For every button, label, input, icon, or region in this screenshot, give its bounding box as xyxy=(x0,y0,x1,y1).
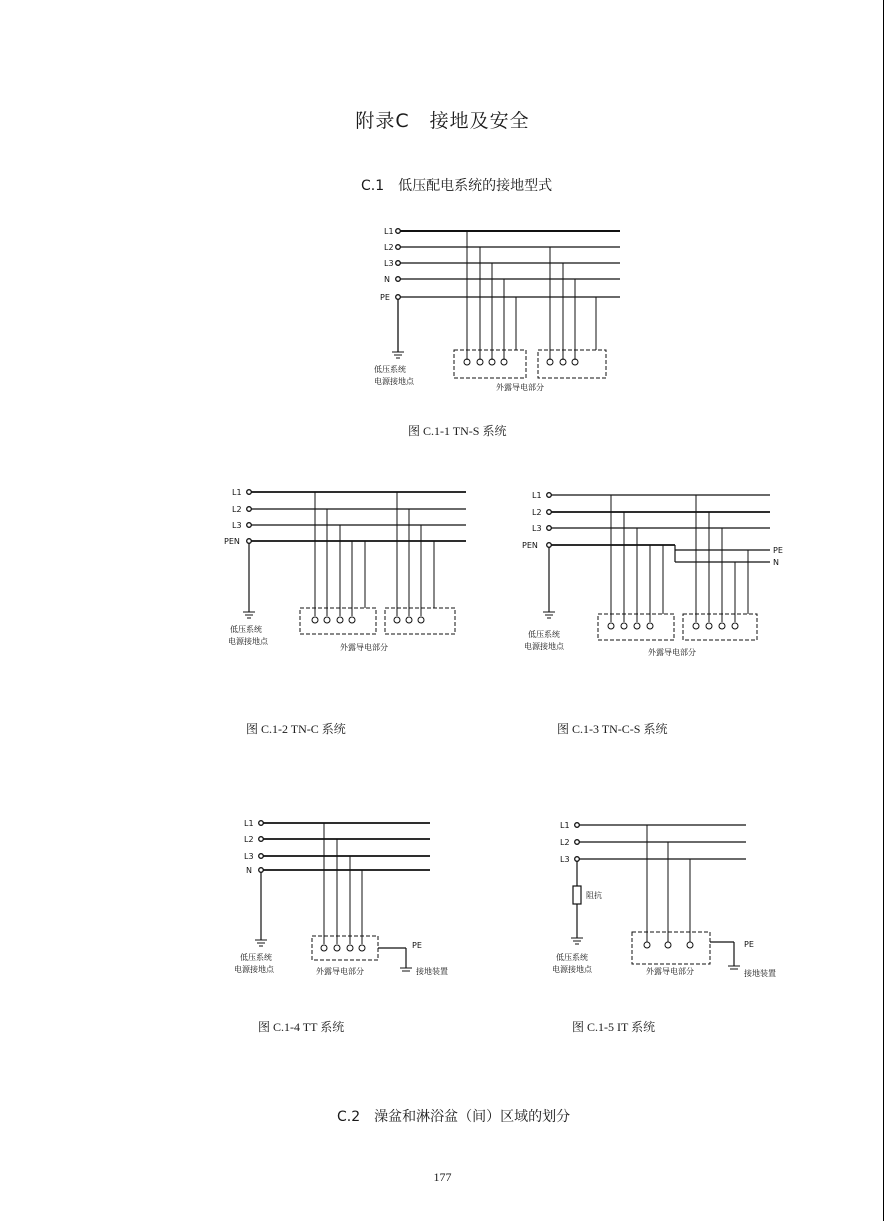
tn-c-s-label-l2: L2 xyxy=(532,508,542,517)
tn-c-diagram xyxy=(222,484,472,664)
tn-c-parts-label: 外露导电部分 xyxy=(340,643,388,652)
tt-source-label-1: 低压系统 xyxy=(240,953,272,962)
tn-c-label-l1: L1 xyxy=(232,488,242,497)
tt-caption: 图 C.1-4 TT 系统 xyxy=(258,1020,345,1034)
tn-s-source-label-2: 电源接地点 xyxy=(374,377,414,386)
it-label-l3: L3 xyxy=(560,855,570,864)
tn-c-s-label-pen: PEN xyxy=(522,541,538,550)
section-c2-heading: C.2 澡盆和淋浴盆（间）区域的划分 xyxy=(337,1109,571,1125)
tt-ground-label: 接地装置 xyxy=(416,967,448,976)
tn-s-label-l2: L2 xyxy=(384,243,394,252)
it-caption: 图 C.1-5 IT 系统 xyxy=(572,1020,656,1034)
tn-c-s-source-label-2: 电源接地点 xyxy=(524,642,564,651)
tt-label-n: N xyxy=(246,866,252,875)
tn-c-caption: 图 C.1-2 TN-C 系统 xyxy=(246,722,346,736)
tn-s-label-n: N xyxy=(384,275,390,284)
page-title: 附录C 接地及安全 xyxy=(355,110,530,132)
tt-diagram xyxy=(230,816,470,986)
tn-c-label-l2: L2 xyxy=(232,505,242,514)
it-source-label-2: 电源接地点 xyxy=(552,965,592,974)
tn-c-s-label-l3: L3 xyxy=(532,524,542,533)
it-impedance-label: 阻抗 xyxy=(586,891,602,900)
tn-s-label-pe: PE xyxy=(380,293,390,302)
tn-s-diagram xyxy=(370,222,630,397)
it-label-pe: PE xyxy=(744,940,754,949)
tn-s-label-l3: L3 xyxy=(384,259,394,268)
section-c1-heading: C.1 低压配电系统的接地型式 xyxy=(361,178,553,194)
tn-c-s-label-l1: L1 xyxy=(532,491,542,500)
tn-s-label-l1: L1 xyxy=(384,227,394,236)
tn-c-source-label-1: 低压系统 xyxy=(230,625,262,634)
it-source-label-1: 低压系统 xyxy=(556,953,588,962)
tn-c-source-label-2: 电源接地点 xyxy=(228,637,268,646)
tt-source-label-2: 电源接地点 xyxy=(234,965,274,974)
tn-c-s-parts-label: 外露导电部分 xyxy=(648,648,696,657)
tt-label-l1: L1 xyxy=(244,819,254,828)
page-number: 177 xyxy=(433,1170,452,1184)
tt-label-pe: PE xyxy=(412,941,422,950)
tn-c-s-caption: 图 C.1-3 TN-C-S 系统 xyxy=(557,722,668,736)
it-parts-label: 外露导电部分 xyxy=(646,967,694,976)
it-label-l2: L2 xyxy=(560,838,570,847)
tn-s-parts-label: 外露导电部分 xyxy=(496,383,544,392)
it-label-l1: L1 xyxy=(560,821,570,830)
tn-c-s-source-label-1: 低压系统 xyxy=(528,630,560,639)
tt-label-l2: L2 xyxy=(244,835,254,844)
tn-s-caption: 图 C.1-1 TN-S 系统 xyxy=(408,424,507,438)
it-ground-label: 接地装置 xyxy=(744,969,776,978)
tt-label-l3: L3 xyxy=(244,852,254,861)
tt-parts-label: 外露导电部分 xyxy=(316,967,364,976)
it-diagram xyxy=(550,816,800,986)
tn-s-source-label-1: 低压系统 xyxy=(374,365,406,374)
tn-c-s-label-n: N xyxy=(773,558,779,567)
tn-c-label-l3: L3 xyxy=(232,521,242,530)
tn-c-label-pen: PEN xyxy=(224,537,240,546)
tn-c-s-diagram xyxy=(520,486,790,666)
tn-c-s-label-pe: PE xyxy=(773,546,783,555)
